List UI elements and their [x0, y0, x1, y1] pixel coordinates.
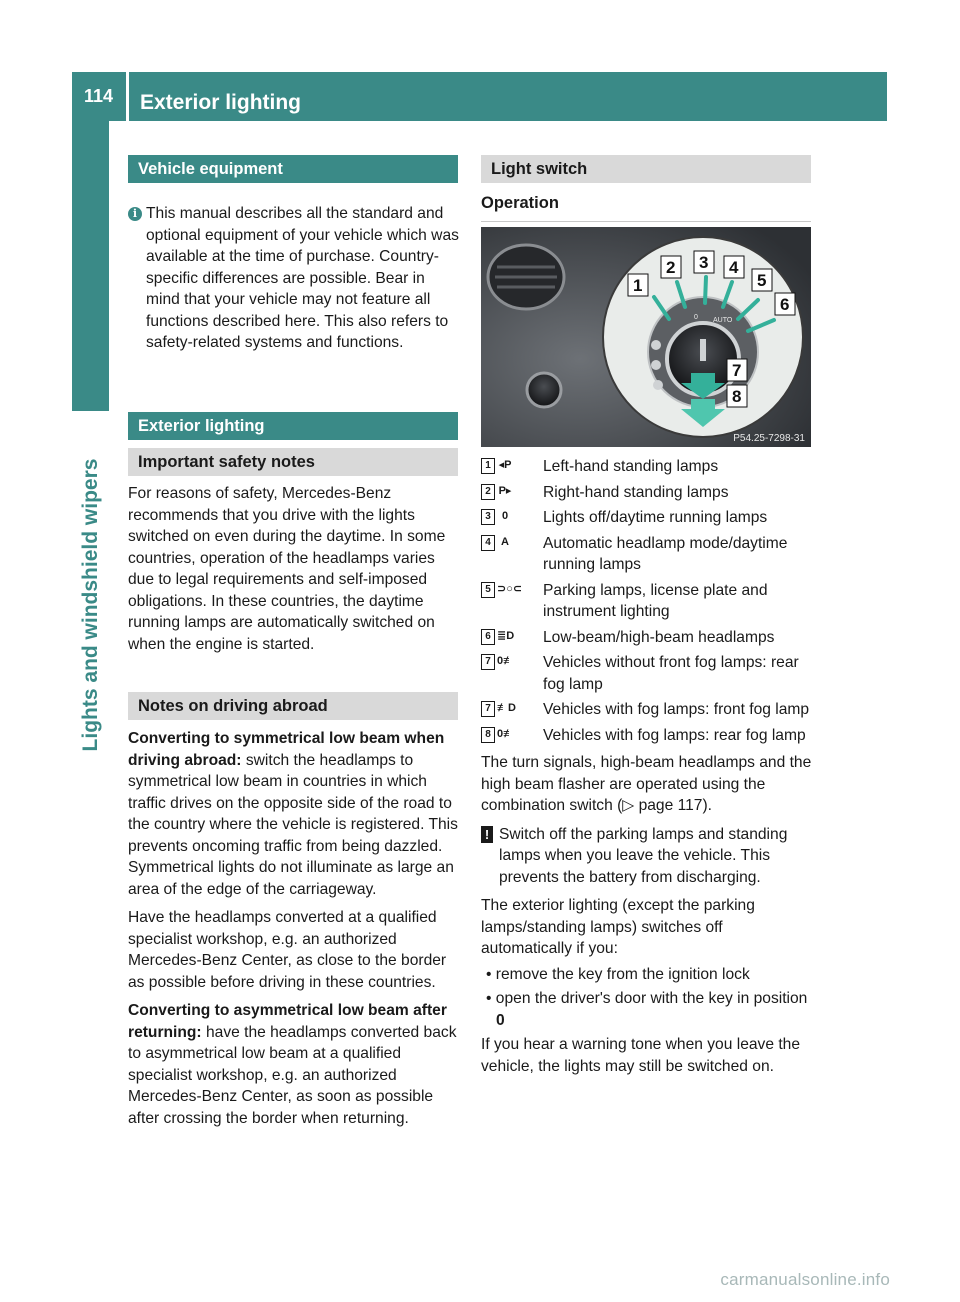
info-icon: i — [128, 207, 142, 221]
parking-lamp-icon: ⊃○⊂ — [497, 582, 523, 595]
abroad-para-3: Converting to asymmetrical low beam after returning: have the headlamps converted back to asymmetrical low beam at a qualified specialist workshop, e.g. an authorized Mercedes-Benz Center, as soon as possible after crossing the border when returning. — [128, 1002, 457, 1127]
list-item: • remove the key from the ignition lock — [486, 965, 750, 983]
operation-subheading: Operation — [481, 193, 811, 222]
legend-item: 4 A Automatic headlamp mode/daytime running lamps — [481, 533, 813, 576]
legend-item: 1 ◂P Left-hand standing lamps — [481, 456, 813, 478]
vehicle-equipment-heading: Vehicle equipment — [128, 155, 458, 183]
abroad-para-2: Have the headlamps converted at a qualified specialist workshop, e.g. an authorized Mercedes-Benz Center, as close to the border as possible before driving in these countries. — [128, 909, 447, 991]
fig-label-4: 4 — [729, 258, 739, 277]
figure-caption: P54.25-7298-31 — [733, 433, 805, 444]
rear-fog-lamp-icon: 0≢ — [497, 655, 515, 667]
left-standing-lamp-icon: ◂P — [498, 459, 512, 471]
exterior-lighting-heading: Exterior lighting — [128, 412, 458, 440]
legend-item: 3 0 Lights off/daytime running lamps — [481, 507, 813, 529]
safety-text: For reasons of safety, Mercedes-Benz recommends that you drive with the lights switched on even during the daytime. In some countries, operation of the headlamps varies due to legal requirements and self-imposed obligations. In these countries, the daytime running lamps are automatically switched on when the engine is started. — [128, 485, 446, 653]
fig-label-2: 2 — [666, 258, 676, 277]
info-note: i This manual describes all the standard and optional equipment of your vehicle which was available at the time of purchase. Country-specific differences are possible. Bear in mind that your vehicle may not feature all functions described here. This also refers to safety-related systems and functions. — [128, 203, 460, 354]
safety-notes-heading: Important safety notes — [128, 448, 458, 476]
bullet-icon: • — [486, 965, 496, 983]
header-divider — [126, 72, 129, 121]
legend-item: 7 ≢D Vehicles with fog lamps: front fog lamp — [481, 699, 813, 721]
warning-icon: ! — [481, 826, 493, 843]
legend-number: 1 — [481, 458, 495, 474]
lights-off-icon: 0 — [501, 510, 509, 522]
fig-label-1: 1 — [633, 276, 643, 295]
safety-notes-section — [128, 483, 460, 662]
page-number: 114 — [84, 86, 114, 106]
chapter-tab — [72, 121, 109, 411]
list-item: • open the driver's door with the key in position 0 — [486, 990, 808, 1029]
page-title: Exterior lighting — [140, 91, 302, 114]
legend-number: 7 — [481, 701, 495, 717]
auto-headlamp-icon: A — [501, 535, 509, 548]
fig-label-6: 6 — [780, 295, 790, 314]
light-switch-figure — [481, 227, 811, 447]
fig-label-3: 3 — [699, 253, 709, 272]
right-column-body — [481, 456, 813, 1084]
auto-off-intro: The exterior lighting (except the parking lamps/standing lamps) switches off automatically if you: — [481, 897, 755, 957]
rear-fog-lamp-icon: 0≢ — [497, 727, 515, 740]
fig-label-8: 8 — [732, 387, 742, 406]
legend-number: 3 — [481, 509, 495, 525]
light-switch-heading: Light switch — [481, 155, 811, 183]
legend-item: 8 0≢ Vehicles with fog lamps: rear fog lamp — [481, 725, 813, 747]
abroad-para-1: Converting to symmetrical low beam when driving abroad: switch the headlamps to symmetrical low beam in countries in which traffic drives on the opposite side of the road to the country where the vehicle is registered. This prevents oncoming traffic from being dazzled. Symmetrical lights do not illuminate as large an area of the edge of the carriageway. — [128, 730, 458, 898]
legend-number: 2 — [481, 484, 495, 500]
operation-subheading-wrap — [481, 193, 811, 232]
light-switch-illustration — [481, 227, 811, 447]
legend-item: 7 0≢ Vehicles without front fog lamps: rear fog lamp — [481, 652, 813, 695]
legend-item: 6 ≣D Low-beam/high-beam headlamps — [481, 627, 813, 649]
dial-mark-zero: 0 — [694, 314, 698, 321]
legend-number: 8 — [481, 727, 495, 743]
watermark: carmanualsonline.info — [720, 1270, 890, 1289]
chapter-label-text: Lights and windshield wipers — [78, 458, 102, 752]
turn-signal-note: The turn signals, high-beam headlamps and the high beam flasher are operated using the combination switch (▷ page 117). — [481, 754, 812, 814]
dial-mark-auto: AUTO — [713, 317, 733, 324]
legend-number: 4 — [481, 535, 495, 551]
legend-number: 6 — [481, 629, 495, 645]
bullet-icon: • — [486, 990, 496, 1007]
fig-label-7: 7 — [732, 361, 742, 380]
legend-number: 5 — [481, 582, 495, 598]
front-fog-lamp-icon: ≢D — [497, 702, 516, 714]
low-beam-icon: ≣D — [497, 629, 515, 642]
driving-abroad-heading: Notes on driving abroad — [128, 692, 458, 720]
legend-number: 7 — [481, 654, 495, 670]
warning-note: ! Switch off the parking lamps and standing lamps when you leave the vehicle. This prevents the battery from discharging. — [481, 824, 813, 889]
legend-item: 2 P▸ Right-hand standing lamps — [481, 482, 813, 504]
legend-list — [481, 456, 813, 746]
fig-label-5: 5 — [757, 271, 767, 290]
right-standing-lamp-icon: P▸ — [498, 484, 512, 497]
legend-item: 5 ⊃○⊂ Parking lamps, license plate and instrument lighting — [481, 580, 813, 623]
chapter-label — [72, 430, 109, 780]
driving-abroad-section — [128, 728, 460, 1136]
warning-tone-note: If you hear a warning tone when you leave the vehicle, the lights may still be switched on. — [481, 1036, 801, 1075]
vehicle-equipment-section — [128, 203, 460, 361]
